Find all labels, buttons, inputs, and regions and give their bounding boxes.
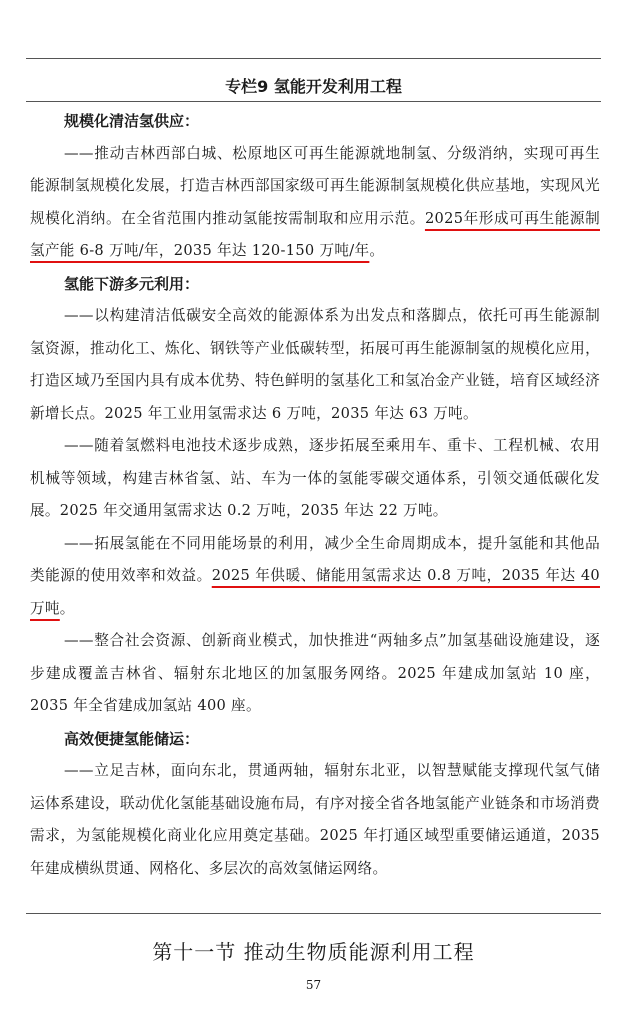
paragraph: ——拓展氢能在不同用能场景的利用，减少全生命周期成本，提升氢能和其他品类能源的使用效率和效益。2025 年供暖、储能用氢需求达 0.8 万吨，2035 年达 40 万吨。 (30, 534, 600, 617)
section-title: 第十一节 推动生物质能源利用工程 (152, 940, 475, 964)
top-rule (26, 58, 601, 59)
box-title: 专栏9 氢能开发利用工程 (225, 77, 402, 96)
title-rule (26, 101, 601, 102)
section-heading: 规模化清洁氢供应： (64, 112, 200, 130)
page-number: 57 (305, 978, 322, 992)
highlighted-text: 2025 年供暖、储能用氢需求达 0.8 万吨，2035 年达 40 万吨 (30, 567, 600, 617)
paragraph: ——整合社会资源、创新商业模式，加快推进“两轴多点”加氢基础设施建设，逐步建成覆盖吉林省、辐射东北地区的加氢服务网络。2025 年建成加氢站 10 座，2035 年全省建成加氢站 400 座。 (30, 632, 600, 714)
bottom-rule (26, 913, 601, 914)
section-heading: 氢能下游多元利用： (64, 274, 200, 293)
paragraph: ——随着氢燃料电池技术逐步成熟，逐步拓展至乘用车、重卡、工程机械、农用机械等领域，构建吉林省氢、站、车为一体的氢能零碳交通体系，引领交通低碳化发展。2025 年交通用氢需求达 0.2 万吨，2035 年达 22 万吨。 (30, 437, 600, 519)
paragraph: ——推动吉林西部白城、松原地区可再生能源就地制氢、分级消纳，实现可再生能源制氢规模化发展，打造吉林西部国家级可再生能源制氢规模化供应基地，实现风光规模化消纳。在全省范围内推动氢能按需制取和应用示范。2025年形成可再生能源制氢产能 6-8 万吨/年，2035 年达 120-150 万吨/年。 (30, 144, 600, 259)
highlighted-text: 2025年形成可再生能源制氢产能 6-8 万吨/年，2035 年达 120-150 万吨/年 (30, 209, 600, 259)
box-content (30, 105, 600, 885)
section-heading: 高效便捷氢能储运： (64, 729, 200, 748)
paragraph: ——立足吉林，面向东北，贯通两轴，辐射东北亚，以智慧赋能支撑现代氢气储运体系建设，联动优化氢能基础设施布局，有序对接全省各地氢能产业链条和市场消费需求，为氢能规模化商业化应用奠定基础。2025 年打通区域型重要储运通道，2035 年建成横纵贯通、网格化、多层次的高效氢储运网络。 (30, 762, 600, 877)
paragraph: ——以构建清洁低碳安全高效的能源体系为出发点和落脚点，依托可再生能源制氢资源，推动化工、炼化、钢铁等产业低碳转型，拓展可再生能源制氢的规模化应用，打造区域乃至国内具有成本优势、特色鲜明的氢基化工和氢冶金产业链，培育区域经济新增长点。2025 年工业用氢需求达 6 万吨，2035 年达 63 万吨。 (30, 307, 600, 422)
